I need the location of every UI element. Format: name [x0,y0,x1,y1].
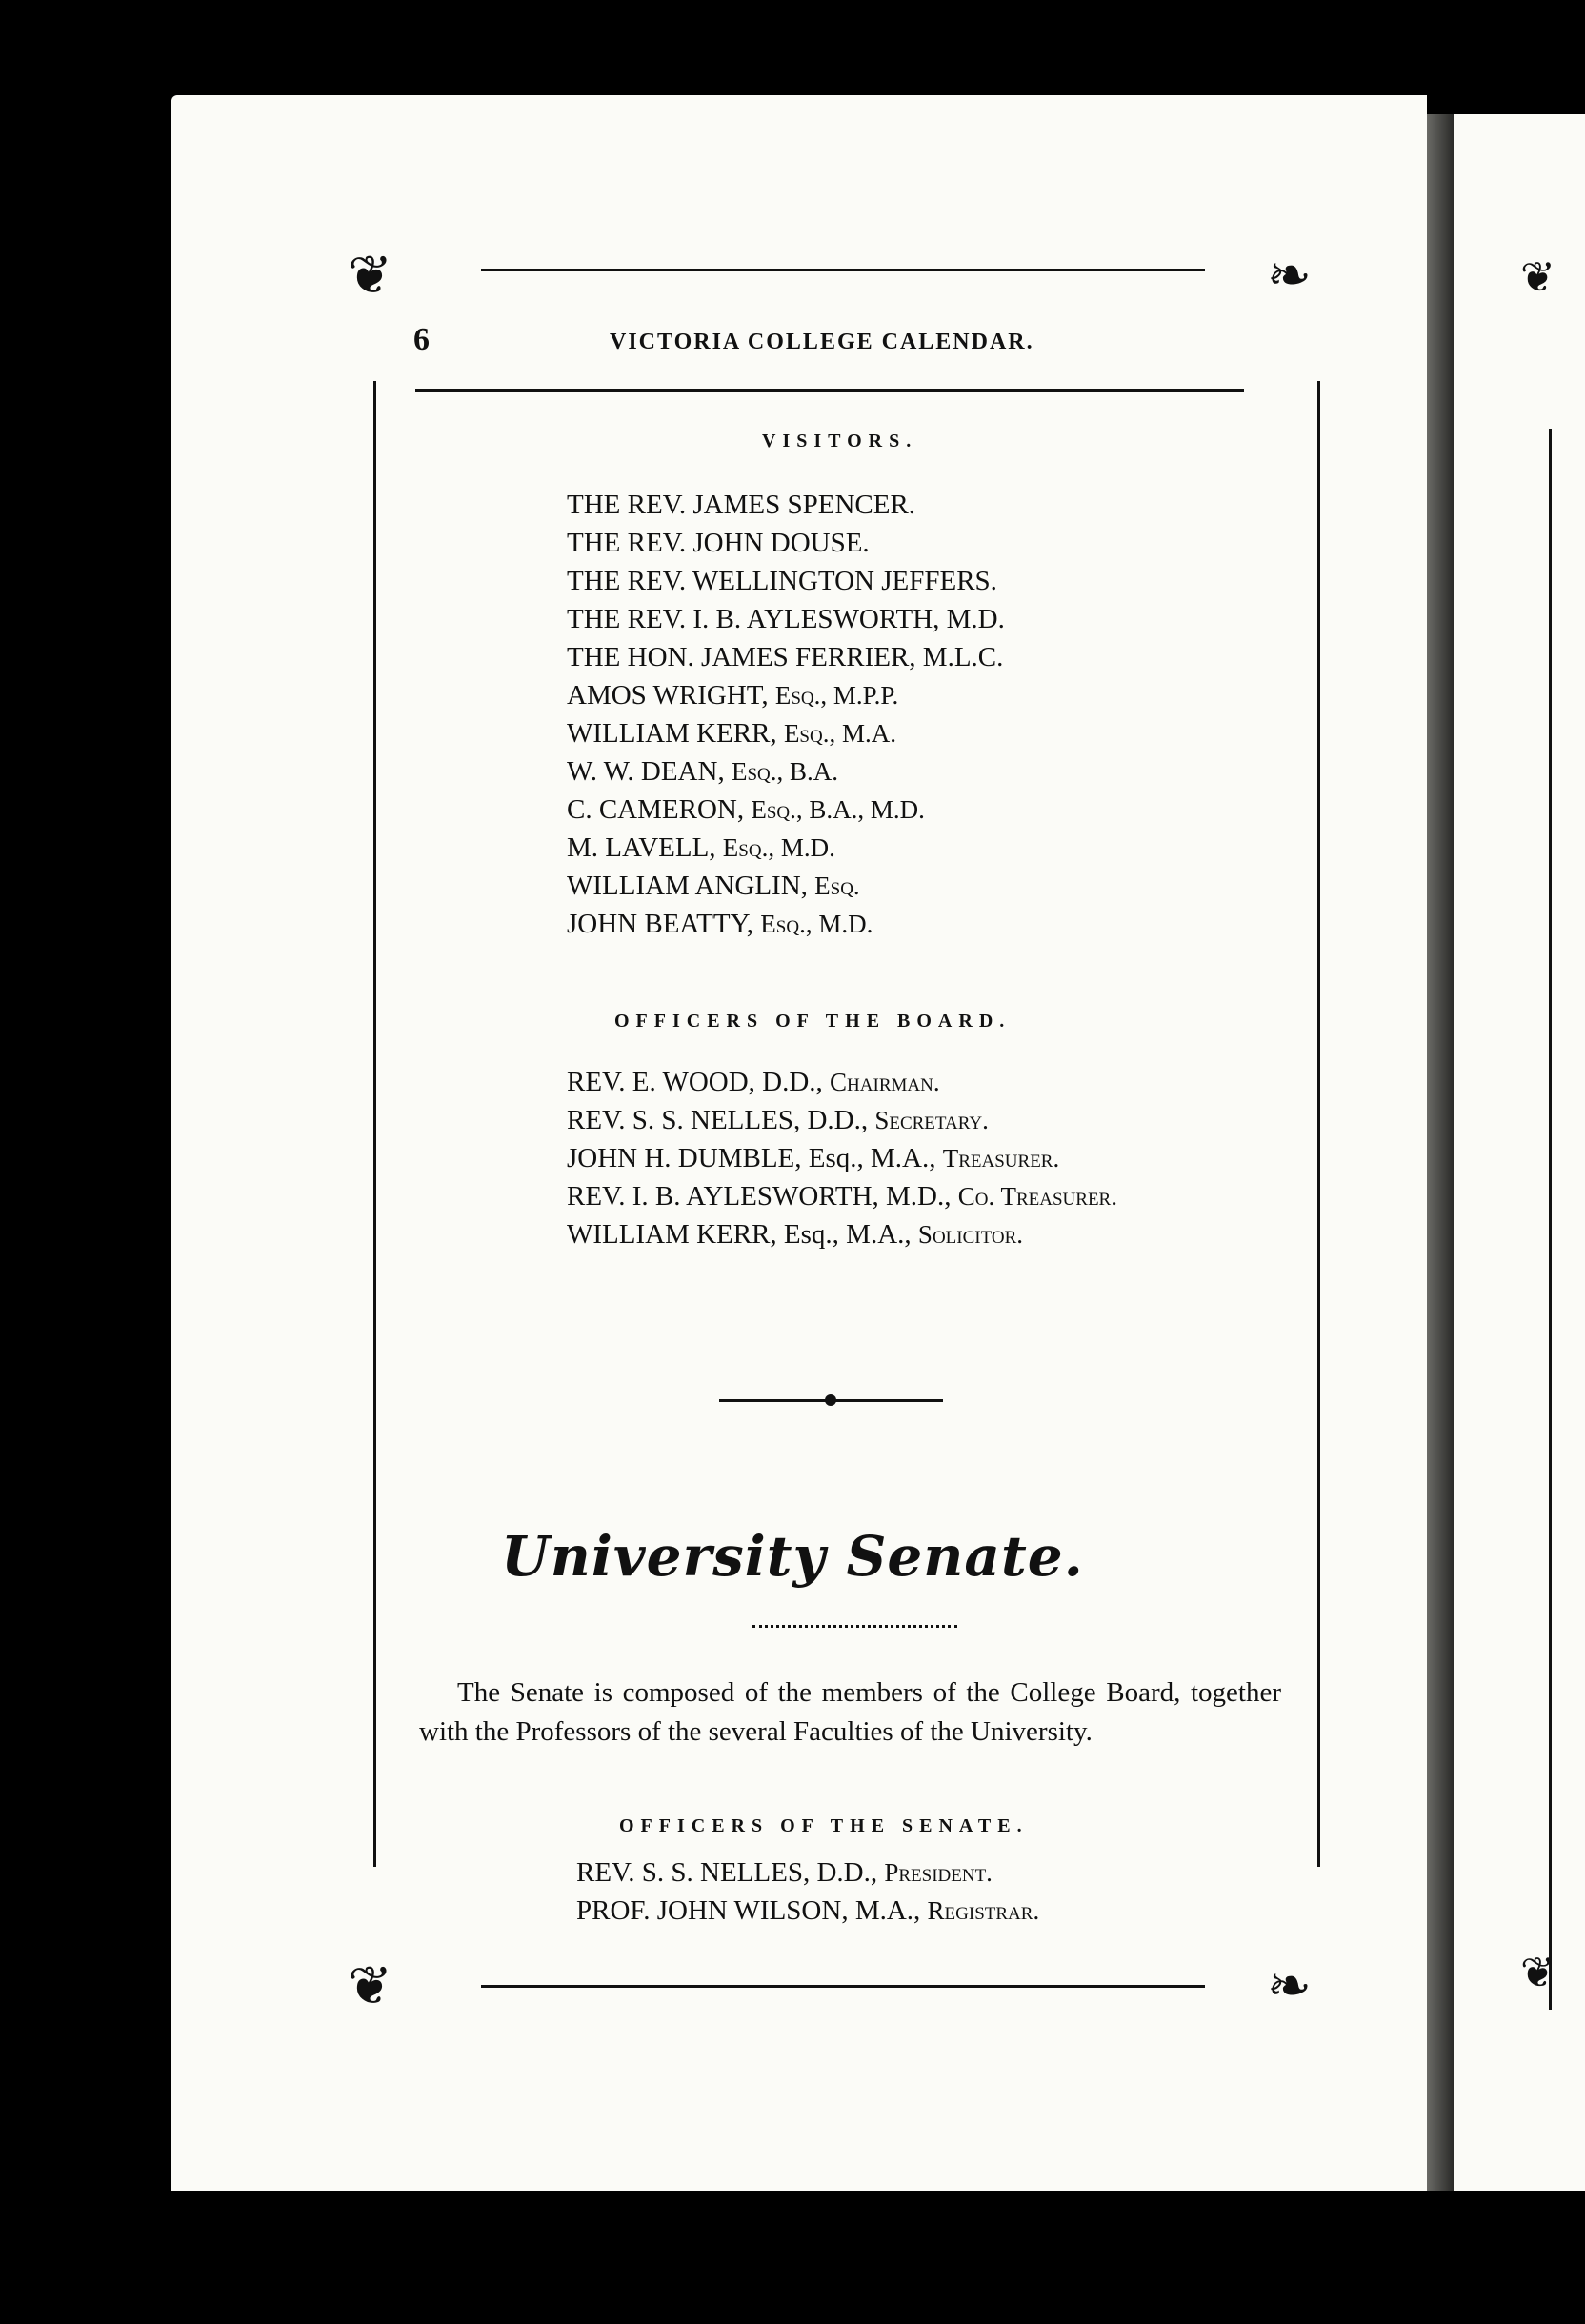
list-item: THE REV. WELLINGTON JEFFERS. [567,566,997,596]
list-item: THE REV. JOHN DOUSE. [567,528,870,558]
list-item: THE REV. JAMES SPENCER. [567,490,916,520]
board-officers-list [567,1063,1117,1253]
corner-ornament-icon: ❧ [1267,1957,1312,2016]
list-item: REV. I. B. AYLESWORTH, M.D., Co. Treasurer. [567,1181,1117,1212]
list-item: WILLIAM ANGLIN, Esq. [567,871,860,901]
corner-ornament-icon: ❦ [348,1957,392,2016]
senate-title: University Senate. [501,1524,1084,1589]
list-item: REV. S. S. NELLES, D.D., President. [576,1857,993,1888]
list-item: M. LAVELL, Esq., M.D. [567,832,835,863]
senate-officers-list [576,1853,1039,1930]
list-item: AMOS WRIGHT, Esq., M.P.P. [567,680,899,711]
list-item: REV. E. WOOD, D.D., Chairman. [567,1067,940,1097]
corner-ornament-icon: ❧ [1267,247,1312,306]
list-item: JOHN BEATTY, Esq., M.D. [567,909,873,939]
running-head: VICTORIA COLLEGE CALENDAR. [610,330,1034,354]
page-number: 6 [413,322,430,357]
divider-ornament-icon [825,1394,836,1406]
visitors-heading: VISITORS. [762,431,918,451]
list-item: W. W. DEAN, Esq., B.A. [567,756,838,787]
list-item: THE HON. JAMES FERRIER, M.L.C. [567,642,1004,672]
book-spine [1427,114,1454,2191]
board-officers-heading: OFFICERS OF THE BOARD. [614,1011,1012,1032]
list-item: WILLIAM KERR, Esq., M.A., Solicitor. [567,1219,1023,1250]
list-item: C. CAMERON, Esq., B.A., M.D. [567,794,925,825]
adjacent-page-edge [1454,114,1585,2191]
list-item: PROF. JOHN WILSON, M.A., Registrar. [576,1895,1040,1926]
frame-left-rule [373,381,376,1867]
list-item: THE REV. I. B. AYLESWORTH, M.D. [567,604,1005,634]
frame-bottom-rule [481,1985,1205,1988]
frame-right-rule [1317,381,1320,1867]
adjacent-ornament-icon: ❦ [1520,254,1555,301]
corner-ornament-icon: ❦ [348,247,392,306]
list-item: JOHN H. DUMBLE, Esq., M.A., Treasurer. [567,1143,1060,1173]
adjacent-ornament-icon: ❦ [1520,1950,1555,1996]
senate-paragraph: The Senate is composed of the members of the College Board, together with the Professors of the several Faculties of the University. [419,1677,1281,1747]
title-underline [752,1625,957,1635]
list-item: REV. S. S. NELLES, D.D., Secretary. [567,1105,989,1135]
adjacent-page-rule [1549,429,1552,2010]
senate-officers-heading: OFFICERS OF THE SENATE. [619,1815,1029,1836]
visitors-list [567,486,1005,943]
list-item: WILLIAM KERR, Esq., M.A. [567,718,896,749]
header-rule [415,389,1244,392]
frame-top-rule [481,269,1205,271]
